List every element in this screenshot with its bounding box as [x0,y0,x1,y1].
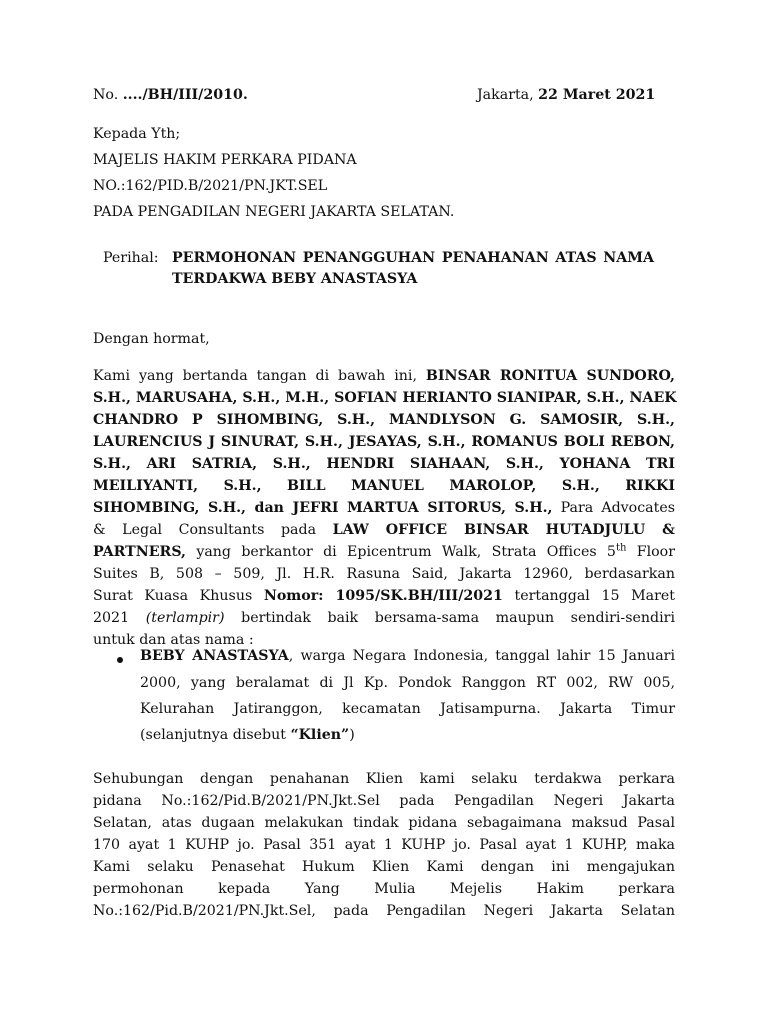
salutation: Dengan hormat, [93,331,210,347]
letter-date-value: 22 Maret 2021 [538,87,656,103]
paragraph-line: & Legal Consultants pada LAW OFFICE BINSAR HUTADJULU & [93,522,675,538]
paragraph-line: Kami selaku Penasehat Hukum Klien Kami dengan ini mengajukan [93,859,675,875]
paragraph-line: pidana No.:162/Pid.B/2021/PN.Jkt.Sel pada Pengadilan Negeri Jakarta [93,793,675,809]
paragraph-line: 170 ayat 1 KUHP jo. Pasal 351 ayat 1 KUHP jo. Pasal ayat 1 KUHP, maka [93,837,675,853]
letter-number-label: No. [93,87,119,103]
paragraph-line: MEILIYANTI, S.H., BILL MANUEL MAROLOP, S.H., RIKKI [93,478,675,494]
paragraph-line: S.H., ARI SATRIA, S.H., HENDRI SIAHAAN, S.H., YOHANA TRI [93,456,675,472]
paragraph-line: untuk dan atas nama : [93,632,254,648]
paragraph-line: No.:162/Pid.B/2021/PN.Jkt.Sel, pada Pengadilan Negeri Jakarta Selatan [93,903,675,919]
paragraph-line: permohonan kepada Yang Mulia Mejelis Hakim perkara [93,881,675,897]
paragraph-line: Suites B, 508 – 509, Jl. H.R. Rasuna Said, Jakarta 12960, berdasarkan [93,566,675,582]
addressee-line: MAJELIS HAKIM PERKARA PIDANA [93,152,357,168]
subject-label: Perihal: [103,250,159,266]
client-line: (selanjutnya disebut “Klien”) [140,727,355,743]
paragraph-line: Surat Kuasa Khusus Nomor: 1095/SK.BH/III/2021 tertanggal 15 Maret [93,588,675,604]
client-line: Kelurahan Jatiranggon, kecamatan Jatisampurna. Jakarta Timur [140,701,675,717]
paragraph-line: Kami yang bertanda tangan di bawah ini, BINSAR RONITUA SUNDORO, [93,368,675,384]
paragraph-line: S.H., MARUSAHA, S.H., M.H., SOFIAN HERIANTO SIANIPAR, S.H., NAEK [93,390,677,406]
addressee-greeting: Kepada Yth; [93,126,181,142]
addressee-line: PADA PENGADILAN NEGERI JAKARTA SELATAN. [93,204,455,220]
paragraph-line: Selatan, atas dugaan melakukan tindak pidana sebagaimana maksud Pasal [93,815,675,831]
subject-line: TERDAKWA BEBY ANASTASYA [172,271,418,287]
client-name: BEBY ANASTASYA [140,648,289,664]
paragraph-line: CHANDRO P SIHOMBING, S.H., MANDLYSON G. SAMOSIR, S.H., [93,412,675,428]
letter-number [93,87,248,103]
paragraph-line: 2021 (terlampir) bertindak baik bersama-sama maupun sendiri-sendiri [93,610,675,626]
letter-date [477,87,655,103]
paragraph-line: PARTNERS, yang berkantor di Epicentrum Walk, Strata Offices 5th Floor [93,542,675,560]
letter-city: Jakarta, [477,87,534,103]
addressee-line: NO.:162/PID.B/2021/PN.JKT.SEL [93,178,328,194]
paragraph-line: LAURENCIUS J SINURAT, S.H., JESAYAS, S.H., ROMANUS BOLI REBON, [93,434,675,450]
paragraph-line: SIHOMBING, S.H., dan JEFRI MARTUA SITORUS, S.H., Para Advocates [93,500,675,516]
bullet-icon [117,657,123,663]
paragraph-line: Sehubungan dengan penahanan Klien kami selaku terdakwa perkara [93,771,675,787]
subject-line: PERMOHONAN PENANGGUHAN PENAHANAN ATAS NAMA [172,250,654,266]
client-line: 2000, yang beralamat di Jl Kp. Pondok Ranggon RT 002, RW 005, [140,675,675,691]
letter-number-value: ..../BH/III/2010. [122,87,248,103]
client-line: BEBY ANASTASYA, warga Negara Indonesia, tanggal lahir 15 Januari [140,648,675,664]
